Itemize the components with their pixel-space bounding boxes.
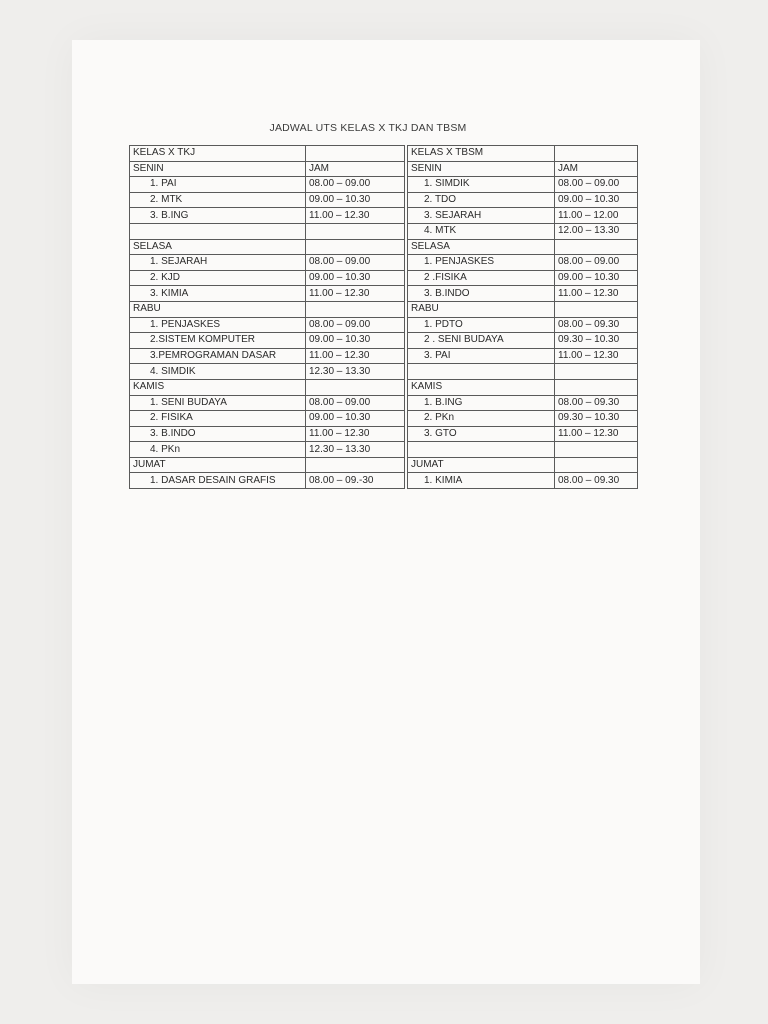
table-row (408, 348, 638, 364)
subject-cell: 2. MTK (130, 192, 306, 208)
time-cell: 12.30 – 13.30 (306, 364, 405, 380)
time-cell (306, 239, 405, 255)
table-row (408, 473, 638, 489)
time-cell: 12.00 – 13.30 (555, 223, 638, 239)
time-cell: 11.00 – 12.30 (555, 348, 638, 364)
subject-cell: 2. PKn (408, 411, 555, 427)
time-cell: 09.00 – 10.30 (555, 192, 638, 208)
time-cell: 08.00 – 09.00 (306, 255, 405, 271)
table-row (408, 192, 638, 208)
time-cell: 08.00 – 09.30 (555, 473, 638, 489)
subject-cell: 2 . SENI BUDAYA (408, 333, 555, 349)
subject-cell (130, 223, 306, 239)
subject-cell: SENIN (408, 161, 555, 177)
time-cell: JAM (306, 161, 405, 177)
time-cell: 11.00 – 12.30 (306, 426, 405, 442)
time-cell: 11.00 – 12.00 (555, 208, 638, 224)
table-row (408, 379, 638, 395)
table-row (130, 286, 405, 302)
table-row (408, 364, 638, 380)
subject-cell: 3. KIMIA (130, 286, 306, 302)
time-cell: 08.00 – 09.00 (306, 317, 405, 333)
time-cell (306, 457, 405, 473)
subject-cell: JUMAT (130, 457, 306, 473)
table-row (130, 317, 405, 333)
table-row (408, 208, 638, 224)
table-row (408, 161, 638, 177)
subject-cell: 1. B.ING (408, 395, 555, 411)
table-row (408, 442, 638, 458)
time-cell (555, 146, 638, 162)
subject-cell: 3. SEJARAH (408, 208, 555, 224)
subject-cell: 2. KJD (130, 270, 306, 286)
time-cell (306, 223, 405, 239)
time-cell: 08.00 – 09.30 (555, 395, 638, 411)
subject-cell: 2.SISTEM KOMPUTER (130, 333, 306, 349)
table-row (408, 146, 638, 162)
subject-cell: 1. PENJASKES (408, 255, 555, 271)
time-cell: 11.00 – 12.30 (555, 426, 638, 442)
table-row (130, 473, 405, 489)
table-row (130, 255, 405, 271)
time-cell (555, 457, 638, 473)
time-cell: 11.00 – 12.30 (306, 286, 405, 302)
time-cell: 09.30 – 10.30 (555, 411, 638, 427)
subject-cell: RABU (408, 301, 555, 317)
subject-cell: 4. MTK (408, 223, 555, 239)
table-row (408, 333, 638, 349)
subject-cell: 1. SEJARAH (130, 255, 306, 271)
time-cell: JAM (555, 161, 638, 177)
table-row (130, 192, 405, 208)
time-cell (306, 146, 405, 162)
subject-cell: 3. B.ING (130, 208, 306, 224)
subject-cell: 1. PDTO (408, 317, 555, 333)
table-row (130, 301, 405, 317)
subject-cell: 1. PENJASKES (130, 317, 306, 333)
subject-cell: 4. SIMDIK (130, 364, 306, 380)
table-row (408, 270, 638, 286)
subject-cell: KELAS X TKJ (130, 146, 306, 162)
subject-cell: KELAS X TBSM (408, 146, 555, 162)
time-cell: 08.00 – 09.00 (555, 255, 638, 271)
time-cell: 09.00 – 10.30 (555, 270, 638, 286)
table-row (130, 348, 405, 364)
time-cell (555, 379, 638, 395)
table-row (408, 177, 638, 193)
subject-cell: 3. GTO (408, 426, 555, 442)
subject-cell: SELASA (408, 239, 555, 255)
time-cell (555, 364, 638, 380)
table-row (408, 255, 638, 271)
subject-cell: 3. B.INDO (408, 286, 555, 302)
subject-cell: 2. TDO (408, 192, 555, 208)
subject-cell: 2 .FISIKA (408, 270, 555, 286)
time-cell: 08.00 – 09.00 (306, 395, 405, 411)
table-row (130, 333, 405, 349)
table-row (408, 457, 638, 473)
subject-cell: 1. PAI (130, 177, 306, 193)
time-cell: 08.00 – 09.00 (555, 177, 638, 193)
table-row (130, 379, 405, 395)
table-row (130, 442, 405, 458)
time-cell: 09.00 – 10.30 (306, 333, 405, 349)
table-row (408, 239, 638, 255)
subject-cell: 1. SIMDIK (408, 177, 555, 193)
table-row (408, 223, 638, 239)
time-cell: 11.00 – 12.30 (306, 208, 405, 224)
subject-cell: JUMAT (408, 457, 555, 473)
subject-cell: KAMIS (130, 379, 306, 395)
table-row (130, 239, 405, 255)
subject-cell: KAMIS (408, 379, 555, 395)
time-cell: 09.00 – 10.30 (306, 270, 405, 286)
time-cell: 11.00 – 12.30 (306, 348, 405, 364)
time-cell (555, 442, 638, 458)
time-cell (555, 301, 638, 317)
table-row (130, 223, 405, 239)
time-cell: 08.00 – 09.-30 (306, 473, 405, 489)
subject-cell: 4. PKn (130, 442, 306, 458)
table-row (408, 301, 638, 317)
subject-cell: 1. DASAR DESAIN GRAFIS (130, 473, 306, 489)
table-row (408, 286, 638, 302)
table-row (130, 426, 405, 442)
table-row (408, 395, 638, 411)
subject-cell: RABU (130, 301, 306, 317)
subject-cell: 1. SENI BUDAYA (130, 395, 306, 411)
table-row (130, 457, 405, 473)
table-row (408, 317, 638, 333)
table-row (130, 161, 405, 177)
subject-cell: SENIN (130, 161, 306, 177)
time-cell (555, 239, 638, 255)
subject-cell: 3. PAI (408, 348, 555, 364)
table-row (130, 270, 405, 286)
table-row (130, 411, 405, 427)
time-cell: 09.00 – 10.30 (306, 192, 405, 208)
schedule-table-tkj (129, 145, 405, 489)
document-title: JADWAL UTS KELAS X TKJ DAN TBSM (269, 122, 467, 134)
time-cell: 08.00 – 09.30 (555, 317, 638, 333)
table-row (130, 177, 405, 193)
table-row (408, 426, 638, 442)
time-cell: 09.30 – 10.30 (555, 333, 638, 349)
subject-cell (408, 364, 555, 380)
subject-cell: 3.PEMROGRAMAN DASAR (130, 348, 306, 364)
table-row (130, 395, 405, 411)
time-cell (306, 379, 405, 395)
time-cell: 09.00 – 10.30 (306, 411, 405, 427)
subject-cell: 2. FISIKA (130, 411, 306, 427)
schedule-table-tbsm (407, 145, 638, 489)
table-row (130, 364, 405, 380)
subject-cell: SELASA (130, 239, 306, 255)
time-cell: 08.00 – 09.00 (306, 177, 405, 193)
subject-cell: 1. KIMIA (408, 473, 555, 489)
table-row (408, 411, 638, 427)
time-cell (306, 301, 405, 317)
subject-cell: 3. B.INDO (130, 426, 306, 442)
subject-cell (408, 442, 555, 458)
time-cell: 11.00 – 12.30 (555, 286, 638, 302)
schedule-tables (129, 145, 638, 489)
table-row (130, 208, 405, 224)
time-cell: 12.30 – 13.30 (306, 442, 405, 458)
table-row (130, 146, 405, 162)
